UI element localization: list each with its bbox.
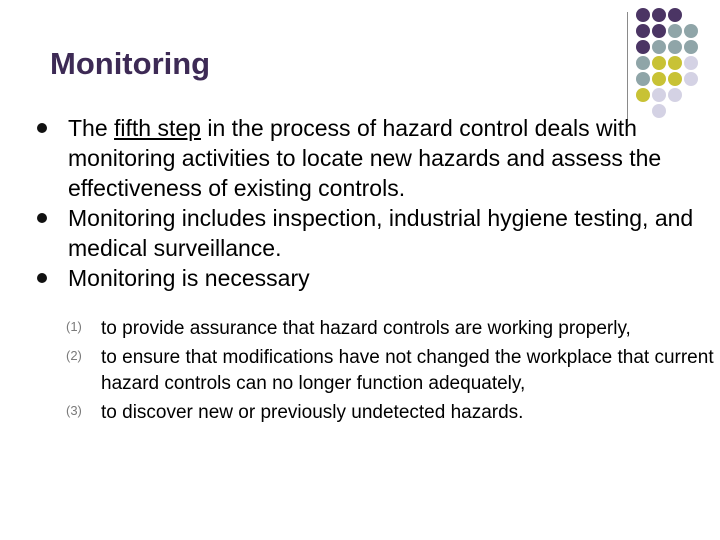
sub-item-number: (2): [66, 348, 82, 363]
sub-item-number: (3): [66, 403, 82, 418]
decorative-dot: [636, 56, 650, 70]
decorative-dot-grid: [636, 8, 720, 116]
decorative-dot: [652, 56, 666, 70]
sub-item-number: (1): [66, 319, 82, 334]
bullet-dot-icon: [37, 273, 47, 283]
decorative-divider-line: [627, 12, 628, 120]
bullet-dot-icon: [37, 123, 47, 133]
decorative-dot: [636, 40, 650, 54]
sub-item-text: to discover new or previously undetected hazards.: [101, 402, 524, 423]
bullet-item: [0, 263, 720, 293]
bullet-prefix: The: [68, 115, 115, 141]
bullet-emphasis: fifth step: [114, 115, 201, 141]
numbered-sub-list: [0, 316, 720, 429]
decorative-dot: [636, 8, 650, 22]
bullet-item: [0, 203, 720, 263]
decorative-dot: [684, 56, 698, 70]
bullet-dot-icon: [37, 213, 47, 223]
decorative-dot: [668, 72, 682, 86]
sub-item: [0, 316, 720, 342]
decorative-dot: [652, 72, 666, 86]
sub-item: [0, 400, 720, 426]
decorative-dot: [636, 24, 650, 38]
bullet-text: Monitoring includes inspection, industrial hygiene testing, and medical surveillance.: [68, 205, 694, 261]
decorative-dot: [652, 8, 666, 22]
decorative-dot: [652, 24, 666, 38]
decorative-dot: [668, 56, 682, 70]
decorative-dot: [636, 72, 650, 86]
decorative-dot: [652, 88, 666, 102]
bullet-list: [0, 113, 720, 293]
decorative-dot: [652, 40, 666, 54]
decorative-dot: [668, 88, 682, 102]
bullet-text: in the process of hazard control deals with monitoring activities to locate new hazards and assess the effectiveness of existing controls.: [68, 115, 662, 201]
decorative-dot: [684, 40, 698, 54]
sub-item-text: to provide assurance that hazard controls are working properly,: [101, 318, 631, 339]
bullet-item: [0, 113, 720, 203]
bullet-text: Monitoring is necessary: [68, 265, 310, 291]
decorative-dot: [636, 88, 650, 102]
sub-item-text: to ensure that modifications have not changed the workplace that current hazard controls can no longer function adequately,: [101, 347, 714, 394]
sub-item: [0, 345, 720, 397]
slide-title: Monitoring: [50, 46, 211, 81]
decorative-dot: [668, 8, 682, 22]
decorative-dot: [668, 40, 682, 54]
decorative-dot: [668, 24, 682, 38]
decorative-dot: [684, 72, 698, 86]
decorative-dot: [684, 24, 698, 38]
